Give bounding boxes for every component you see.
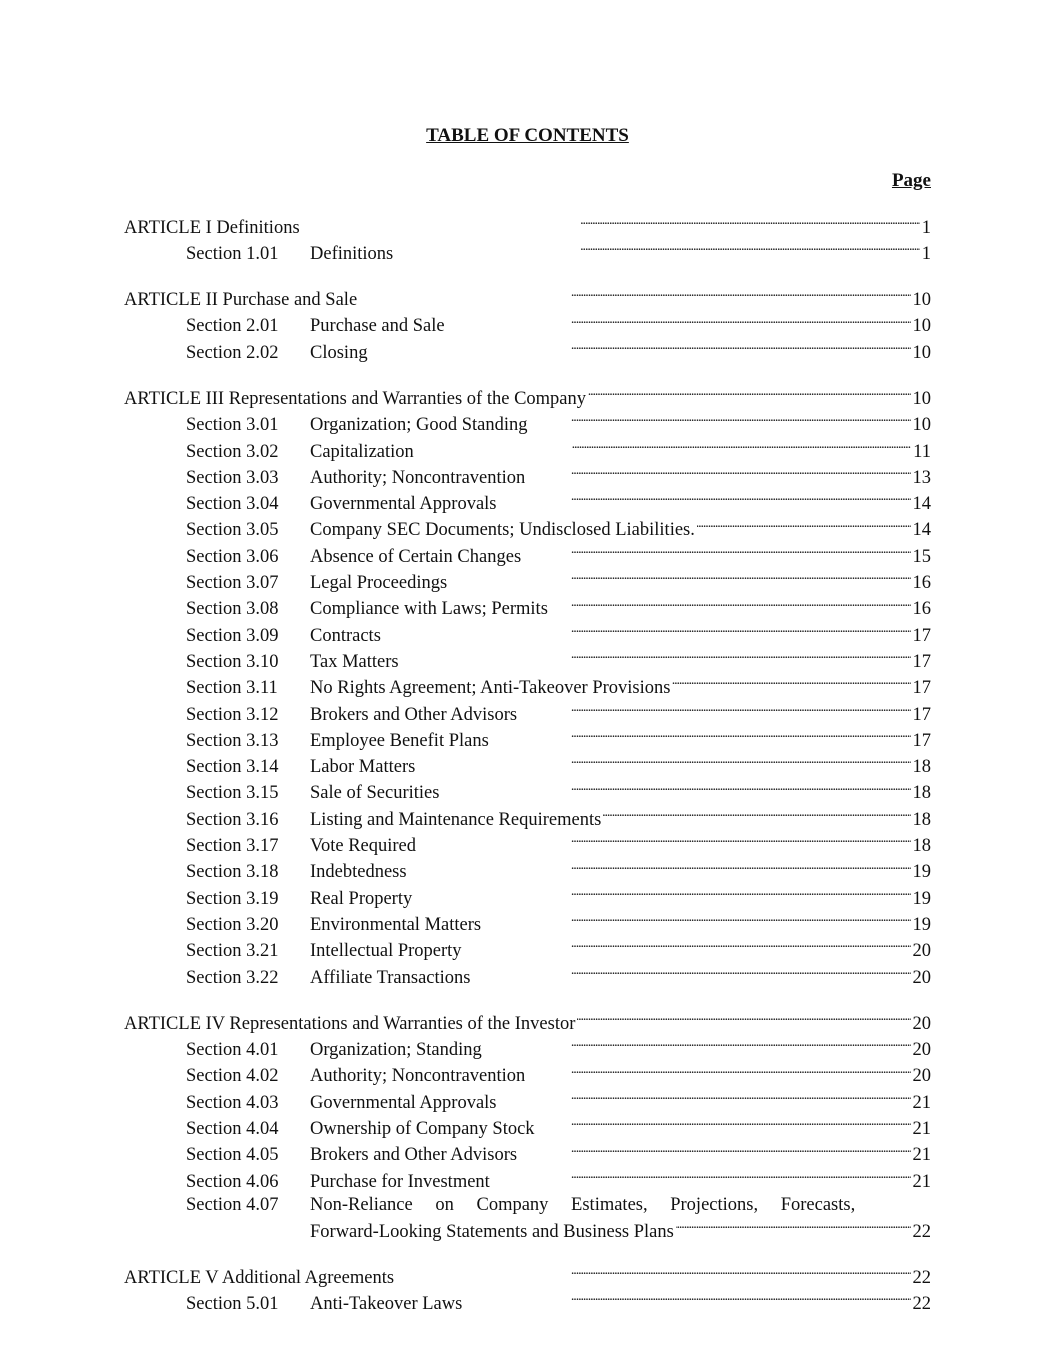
section-number: Section 4.05 [186,1145,279,1166]
page-number: 19 [912,862,931,883]
toc-section-entry[interactable] [124,911,931,937]
dot-leader [697,517,911,536]
section-number: Section 3.04 [186,494,279,515]
section-number: Section 2.01 [186,316,279,337]
section-number: Section 3.22 [186,967,279,988]
toc-article-entry[interactable] [124,1264,931,1290]
section-number: Section 3.15 [186,783,279,804]
section-number: Section 3.02 [186,441,279,462]
article-group [124,385,931,990]
page-number: 14 [912,494,931,515]
toc-section-entry[interactable] [124,464,931,490]
section-title: Sale of Securities [310,783,440,804]
article-label: ARTICLE III Representations and Warranties of the Company [124,388,587,409]
section-number: Section 3.10 [186,651,279,672]
toc-section-entry[interactable] [124,438,931,464]
toc-section-entry[interactable] [124,1089,931,1115]
page-number: 20 [912,1040,931,1061]
dot-leader [370,339,911,358]
section-title: Non-Reliance on Company Estimates, Projections, Forecasts, [310,1195,856,1216]
section-title: Definitions [310,243,394,264]
page-number: 1 [921,243,931,264]
dot-leader [530,412,911,431]
dot-leader [396,1264,910,1283]
article-label: ARTICLE IV Representations and Warranties of the Investor [124,1013,576,1034]
page-number: 10 [912,290,931,311]
toc-title: TABLE OF CONTENTS [426,125,629,146]
section-title: Brokers and Other Advisors [310,1145,518,1166]
section-number: Section 3.11 [186,678,278,699]
toc-section-entry[interactable] [124,339,931,365]
page-number: 17 [912,730,931,751]
toc-section-entry-continuation[interactable] [124,1218,931,1244]
section-title-continuation: Forward-Looking Statements and Business Plans [310,1221,674,1242]
page-number: 19 [912,914,931,935]
toc-article-entry[interactable] [124,385,931,411]
section-number: Section 4.04 [186,1119,279,1139]
dot-leader [519,1142,910,1161]
section-title: No Rights Agreement; Anti-Takeover Provisions [310,678,671,699]
section-number: Section 1.01 [186,243,279,264]
dot-leader [537,1116,911,1135]
section-title: Affiliate Transactions [310,967,471,988]
article-label: ARTICLE V Additional Agreements [124,1267,395,1288]
page-number: 20 [912,967,931,988]
dot-leader [672,675,910,694]
section-number: Section 4.01 [186,1040,279,1061]
toc-section-entry[interactable] [124,1194,931,1218]
page-number: 16 [912,573,931,594]
dot-leader [464,938,911,957]
section-title: Legal Proceedings [310,573,448,594]
dot-leader [527,1063,910,1082]
section-number: Section 4.06 [186,1171,279,1192]
article-label: ARTICLE II Purchase and Sale [124,290,358,311]
section-title: Capitalization [310,441,414,462]
section-title: Intellectual Property [310,941,462,962]
section-number: Section 3.07 [186,573,279,594]
dot-leader [519,701,910,720]
section-title: Contracts [310,625,381,646]
toc-section-entry[interactable] [124,1168,931,1194]
page-number: 22 [912,1294,931,1315]
toc-section-entry[interactable] [124,780,931,806]
section-title: Organization; Standing [310,1040,482,1061]
article-group [124,214,931,267]
section-number: Section 2.02 [186,342,279,363]
toc-section-entry[interactable] [124,1116,931,1142]
toc-section-entry[interactable] [124,1291,931,1317]
dot-leader [577,1010,910,1029]
toc-section-entry[interactable] [124,675,931,701]
page-number: 17 [912,704,931,725]
page-number: 1 [921,217,931,238]
table-of-contents [124,214,931,1337]
dot-leader [491,727,911,746]
section-title: Ownership of Company Stock [310,1119,535,1139]
section-title: Labor Matters [310,757,416,778]
section-title: Governmental Approvals [310,494,497,515]
toc-section-entry[interactable] [124,885,931,911]
toc-section-entry[interactable] [124,1142,931,1168]
page-number: 11 [913,441,931,462]
toc-article-entry[interactable] [124,214,931,240]
page-number: 18 [912,836,931,857]
section-number: Section 3.18 [186,862,279,883]
section-title: Governmental Approvals [310,1092,497,1113]
toc-section-entry[interactable] [124,938,931,964]
section-title: Compliance with Laws; Permits [310,599,548,620]
section-number: Section 3.14 [186,757,279,778]
dot-leader [603,806,910,825]
dot-leader [483,911,910,930]
section-title: Authority; Noncontravention [310,467,526,488]
section-title: Environmental Matters [310,914,482,935]
toc-section-entry[interactable] [124,570,931,596]
toc-section-entry[interactable] [124,701,931,727]
page-number: 20 [912,941,931,962]
dot-leader [416,438,911,457]
toc-article-entry[interactable] [124,287,931,313]
page-number: 18 [912,757,931,778]
section-title: Listing and Maintenance Requirements [310,809,602,830]
dot-leader [359,287,910,306]
dot-leader [447,313,911,332]
page-number: 18 [912,783,931,804]
section-number: Section 3.08 [186,599,279,620]
toc-section-entry[interactable] [124,964,931,990]
toc-section-entry[interactable] [124,622,931,648]
page-number: 10 [912,415,931,436]
dot-leader [464,1291,910,1310]
page-number: 10 [912,316,931,337]
dot-leader [676,1218,911,1237]
section-title: Vote Required [310,836,417,857]
toc-section-entry[interactable] [124,313,931,339]
dot-leader [395,240,920,259]
section-title: Indebtedness [310,862,407,883]
section-number: Section 3.19 [186,888,279,909]
page-number: 13 [912,467,931,488]
section-number: Section 4.03 [186,1092,279,1113]
section-title: Authority; Noncontravention [310,1066,526,1087]
section-number: Section 3.06 [186,546,279,567]
page-number: 10 [912,388,931,409]
section-title: Purchase for Investment [310,1171,490,1192]
page-number: 16 [912,599,931,620]
dot-leader [418,833,910,852]
section-number: Section 3.01 [186,415,279,436]
page-number: 21 [912,1092,931,1113]
toc-section-entry[interactable] [124,543,931,569]
toc-section-entry[interactable] [124,806,931,832]
section-number: Section 4.07 [186,1195,279,1216]
toc-section-entry[interactable] [124,859,931,885]
page-number: 17 [912,678,931,699]
article-group [124,1264,931,1317]
article-group [124,287,931,366]
page-number: 15 [912,546,931,567]
section-title: Organization; Good Standing [310,415,528,436]
dot-leader [473,964,911,983]
page-number: 20 [912,1066,931,1087]
section-title: Purchase and Sale [310,316,445,337]
page-number: 17 [912,651,931,672]
toc-section-entry[interactable] [124,1063,931,1089]
toc-section-entry[interactable] [124,491,931,517]
section-title: Real Property [310,888,413,909]
dot-leader [302,214,920,233]
page-number: 22 [912,1267,931,1288]
page-number: 21 [912,1171,931,1192]
page-number: 18 [912,809,931,830]
dot-leader [499,491,911,510]
dot-leader [414,885,910,904]
toc-section-entry[interactable] [124,596,931,622]
section-number: Section 3.21 [186,941,279,962]
page-number: 17 [912,625,931,646]
section-title: Closing [310,342,368,363]
dot-leader [492,1168,911,1187]
section-number: Section 3.16 [186,809,279,830]
section-number: Section 4.02 [186,1066,279,1087]
dot-leader [588,385,910,404]
dot-leader [383,622,911,641]
toc-section-entry[interactable] [124,833,931,859]
dot-leader [449,570,910,589]
toc-section-entry[interactable] [124,648,931,674]
dot-leader [550,596,911,615]
section-number: Section 3.03 [186,467,279,488]
section-number: Section 3.09 [186,625,279,646]
toc-section-entry[interactable] [124,412,931,438]
page-column-header: Page [891,170,931,191]
page-number: 21 [912,1119,931,1139]
dot-leader [484,1037,911,1056]
section-title: Employee Benefit Plans [310,730,489,751]
toc-section-entry[interactable] [124,517,931,543]
section-number: Section 3.13 [186,730,279,751]
page-number: 14 [912,520,931,541]
toc-section-entry[interactable] [124,754,931,780]
section-number: Section 3.20 [186,914,279,935]
toc-section-entry[interactable] [124,1037,931,1063]
section-number: Section 3.17 [186,836,279,857]
section-number: Section 5.01 [186,1294,279,1315]
section-title: Anti-Takeover Laws [310,1294,463,1315]
page-number: 10 [912,342,931,363]
toc-section-entry[interactable] [124,240,931,266]
article-label: ARTICLE I Definitions [124,217,300,238]
dot-leader [527,464,910,483]
section-title: Tax Matters [310,651,399,672]
dot-leader [409,859,911,878]
dot-leader [499,1089,911,1108]
section-number: Section 3.12 [186,704,279,725]
page-number: 22 [912,1221,931,1242]
toc-section-entry[interactable] [124,727,931,753]
page-number: 20 [912,1013,931,1034]
page-number: 19 [912,888,931,909]
toc-article-entry[interactable] [124,1010,931,1036]
section-title: Company SEC Documents; Undisclosed Liabilities. [310,520,695,541]
section-number: Section 3.05 [186,520,279,541]
page-number: 21 [912,1145,931,1166]
dot-leader [441,780,910,799]
section-title: Absence of Certain Changes [310,546,522,567]
dot-leader [417,754,910,773]
section-title: Brokers and Other Advisors [310,704,518,725]
dot-leader [401,648,911,667]
dot-leader [523,543,910,562]
article-group [124,1010,931,1244]
